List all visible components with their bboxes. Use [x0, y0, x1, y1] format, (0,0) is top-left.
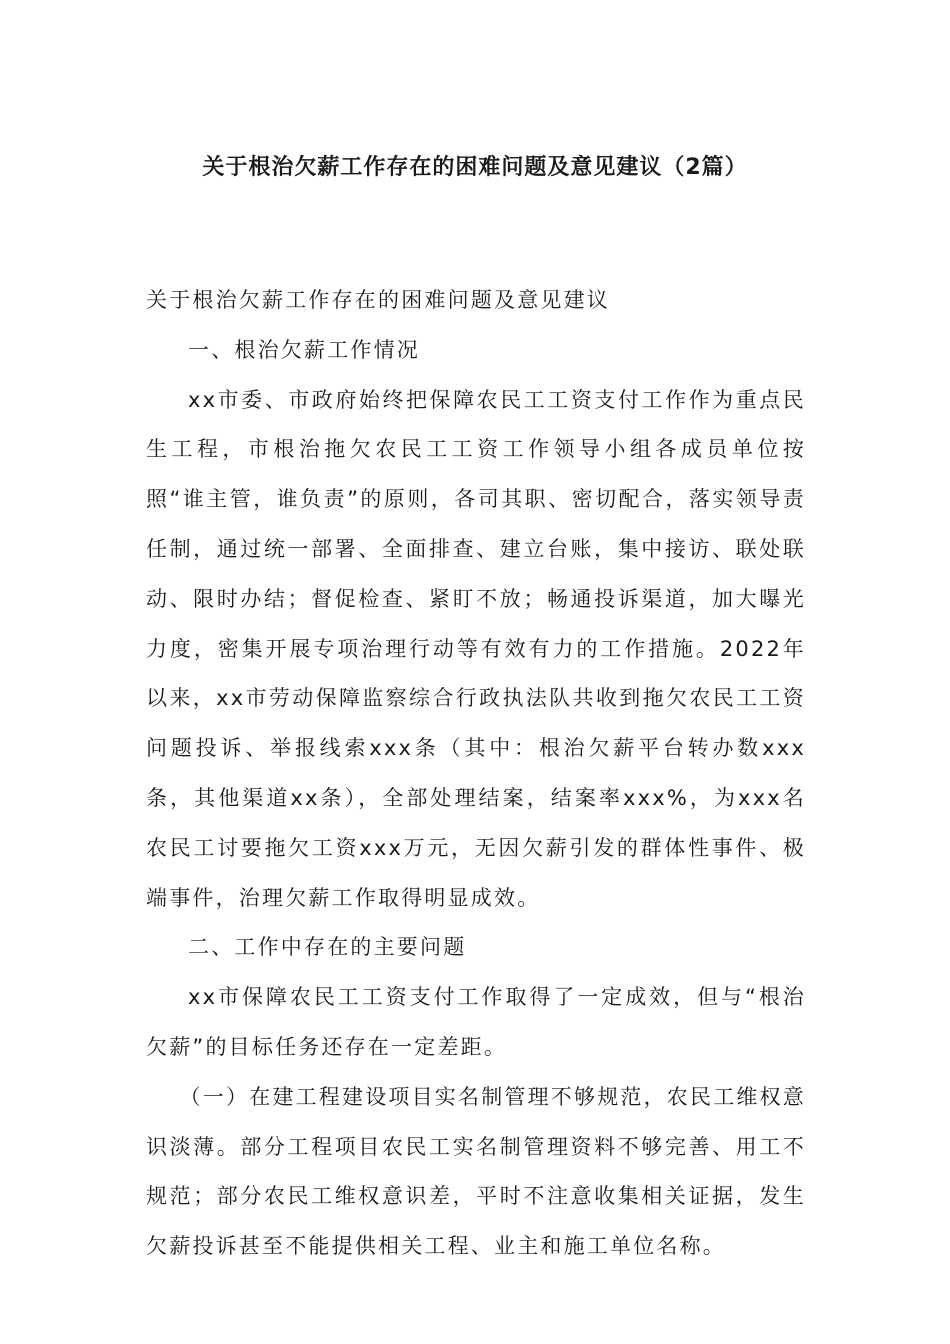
section1-heading: 一、根治欠薪工作情况: [188, 337, 420, 362]
document-title: 关于根治欠薪工作存在的困难问题及意见建议（2篇）: [202, 155, 748, 180]
document-body: [146, 276, 806, 1272]
section2-paragraph: xx市保障农民工工资支付工作取得了一定成效，但与“根治欠薪”的目标任务还存在一定差距。: [146, 985, 806, 1059]
section1-paragraph: xx市委、市政府始终把保障农民工工资支付工作作为重点民生工程，市根治拖欠农民工工资工作领导小组各成员单位按照“谁主管，谁负责”的原则，各司其职、密切配合，落实领导责任制，通过统一部署、全面排查、建立台账，集中接访、联处联动、限时办结；督促检查、紧盯不放；畅通投诉渠道，加大曝光力度，密集开展专项治理行动等有效有力的工作措施。2022年以来，xx市劳动保障监察综合行政执法队共收到拖欠农民工工资问题投诉、举报线索xxx条（其中：根治欠薪平台转办数xxx条，其他渠道xx条），全部处理结案，结案率xxx%，为xxx名农民工讨要拖欠工资xxx万元，无因欠薪引发的群体性事件、极端事件，治理欠薪工作取得明显成效。: [146, 387, 806, 910]
subsection1-paragraph: （一）在建工程建设项目实名制管理不够规范，农民工维权意识淡薄。部分工程项目农民工实名制管理资料不够完善、用工不规范；部分农民工维权意识差，平时不注意收集相关证据，发生欠薪投诉甚至不能提供相关工程、业主和施工单位名称。: [146, 1084, 806, 1259]
section2-heading: 二、工作中存在的主要问题: [188, 935, 467, 960]
document-subtitle: 关于根治欠薪工作存在的困难问题及意见建议: [146, 288, 610, 312]
